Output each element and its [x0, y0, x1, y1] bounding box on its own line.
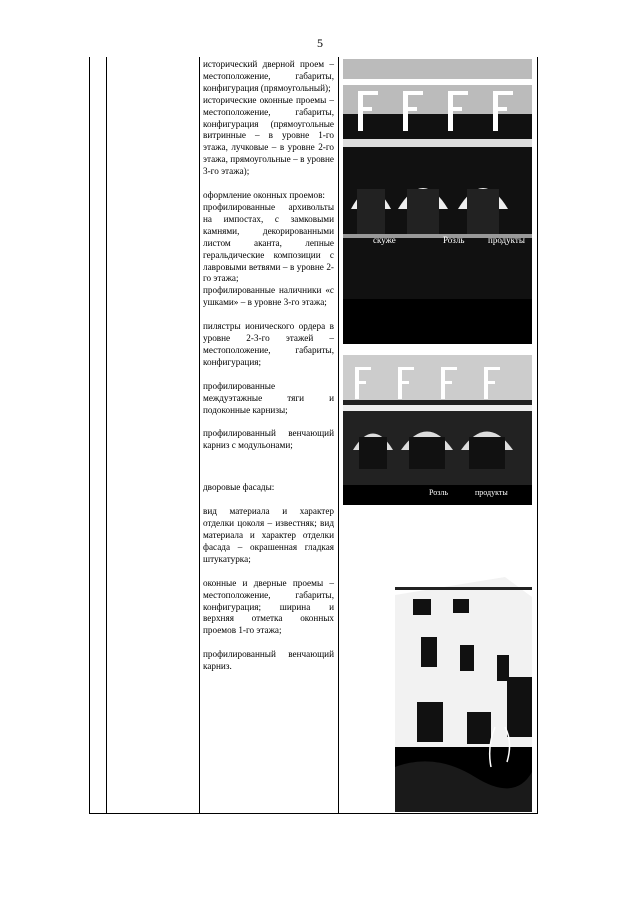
feature-archivolts: профилированные архивольты на импостах, с замковыми камнями, декорированными листом аканта, лепные геральдические композиции с лавровыми ветвями – в уровне 2-го этажа;: [203, 201, 334, 284]
sign-2b: Розль: [429, 488, 449, 497]
column-divider: [338, 57, 339, 814]
feature-courtyard-heading: дворовые фасады:: [203, 482, 275, 493]
feature-courtyard-cornice: профилированный венчающий карниз.: [203, 649, 334, 672]
feature-door-opening: исторический дверной проем – местоположение, габариты, конфигурация (прямоугольный);: [203, 59, 334, 93]
feature-string-courses: профилированные междуэтажные тяги и подоконные карнизы;: [203, 380, 334, 415]
feature-window-openings: исторические оконные проемы – местоположение, габариты, конфигурация (прямоугольные витринные – в уровне 1-го этажа, лучковые – в уровне 2-го этажа, прямоугольные – в уровне 3-го этажа);: [203, 94, 334, 177]
column-divider: [106, 57, 107, 814]
sign-1: скуже: [373, 235, 396, 245]
sign-3b: продукты: [475, 488, 508, 497]
column-divider: [199, 57, 200, 814]
facade-photo-2: [343, 355, 532, 505]
sign-3: продукты: [488, 235, 525, 245]
page-number: 5: [317, 36, 323, 50]
protected-features-text: [203, 59, 334, 673]
sign-2: Розль: [443, 235, 465, 245]
feature-crowning-cornice: профилированный венчающий карниз с модульонами;: [203, 428, 334, 451]
feature-courtyard-openings: оконные и дверные проемы – местоположение, габариты, конфигурация; ширина и верхняя отметка оконных проемов 1-го этажа;: [203, 577, 334, 636]
courtyard-photo: [395, 577, 532, 812]
feature-pilasters: пилястры ионического ордера в уровне 2-3-го этажей – местоположение, габариты, конфигурация;: [203, 321, 334, 367]
facade-photo-1: [343, 59, 532, 344]
feature-surrounds: профилированные наличники «с ушками» – в уровне 3-го этажа;: [203, 285, 334, 308]
feature-materials: вид материала и характер отделки цоколя – известняк; вид материала и характер отделки фасада – окрашенная гладкая штукатурка;: [203, 506, 334, 564]
feature-window-decoration-heading: оформление оконных проемов:: [203, 190, 325, 201]
